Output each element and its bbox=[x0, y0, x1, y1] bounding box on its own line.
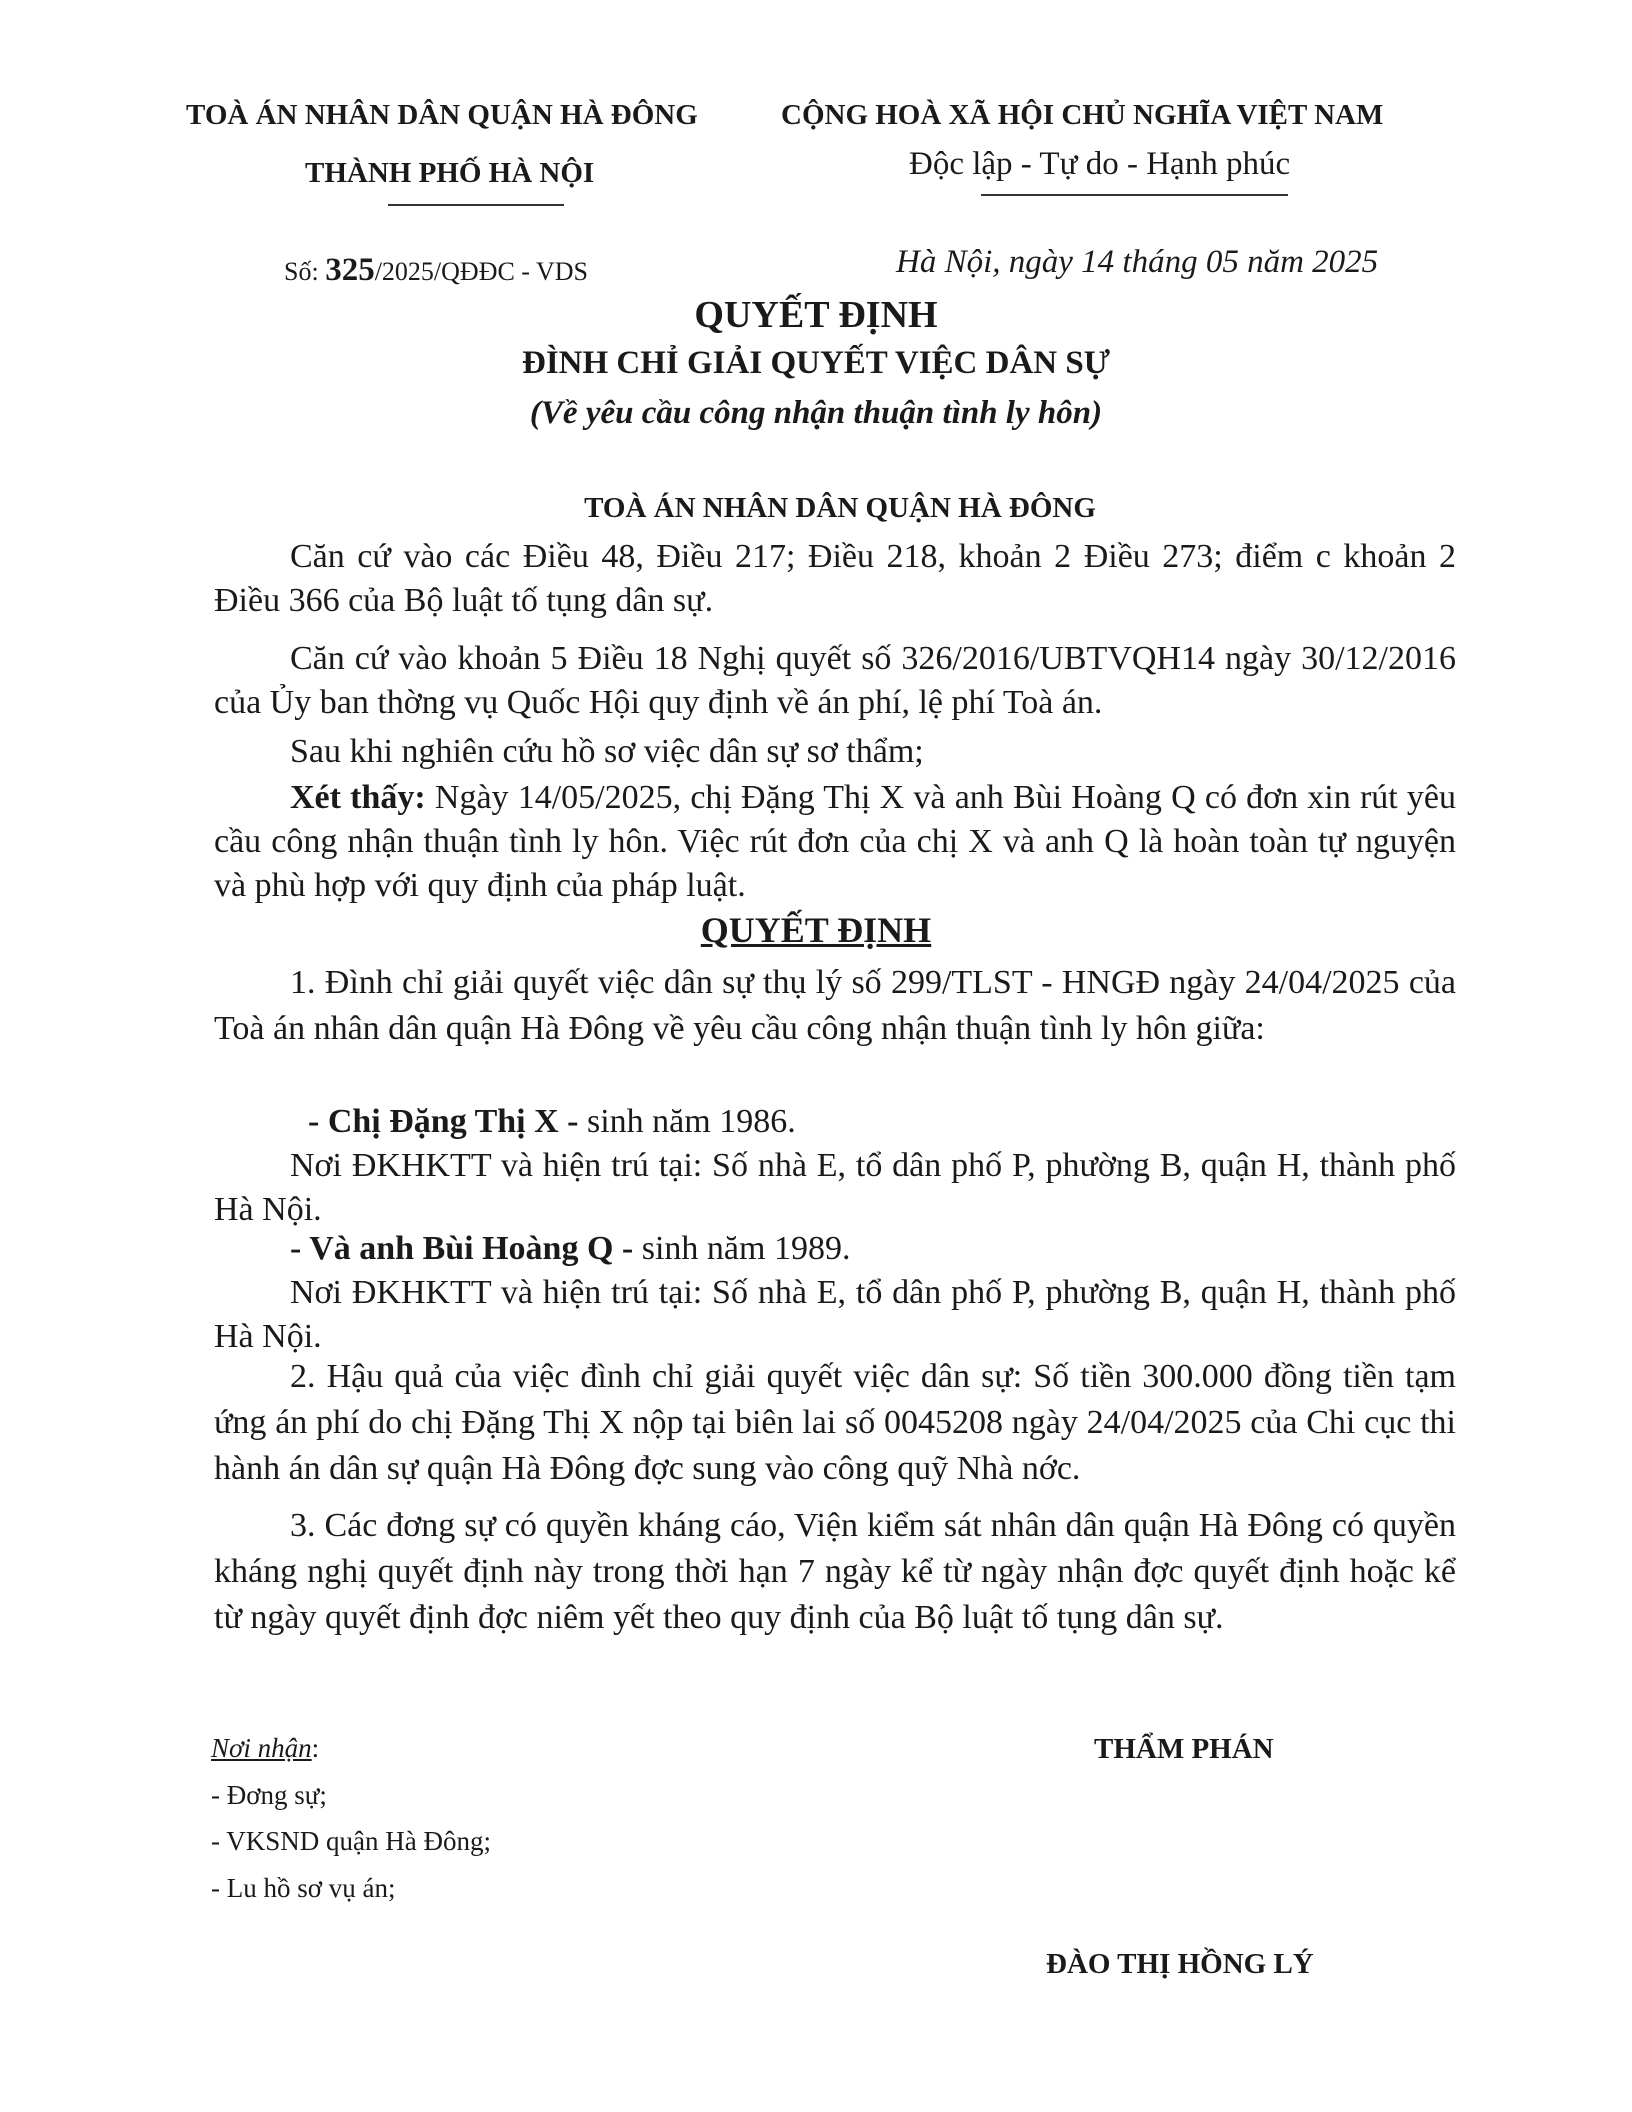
recipient-item: - Lu hồ sơ vụ án; bbox=[211, 1873, 396, 1903]
party-2-birth: sinh năm 1989. bbox=[633, 1230, 851, 1267]
party-1-address: Nơi ĐKHKTT và hiện trú tại: Số nhà E, tổ dân phố P, phường B, quận H, thành phố Hà Nội. bbox=[214, 1147, 1456, 1228]
decision-item-1: 1. Đình chỉ giải quyết việc dân sự thụ lý số 299/TLST - HNGĐ ngày 24/04/2025 của Toà án nhân dân quận Hà Đông về yêu cầu công nhận thuận tình ly hôn giữa: bbox=[214, 964, 1456, 1047]
recipient-item: - Đơng sự; bbox=[211, 1780, 327, 1810]
court-underline bbox=[388, 204, 564, 206]
document-title: QUYẾT ĐỊNH bbox=[694, 294, 938, 336]
decision-heading: QUYẾT ĐỊNH bbox=[700, 910, 932, 950]
number-prefix: Số: bbox=[284, 257, 326, 286]
consideration-label: Xét thấy: bbox=[290, 779, 426, 816]
legal-basis-2: Căn cứ vào khoản 5 Điều 18 Nghị quyết số 326/2016/UBTVQH14 ngày 30/12/2016 của Ủy ban thờng vụ Quốc Hội quy định về án phí, lệ phí Toà án. bbox=[214, 640, 1456, 721]
national-motto: Độc lập - Tự do - Hạnh phúc bbox=[909, 146, 1291, 182]
legal-basis-1: Căn cứ vào các Điều 48, Điều 217; Điều 218, khoản 2 Điều 273; điểm c khoản 2 Điều 366 của Bộ luật tố tụng dân sự. bbox=[214, 538, 1456, 619]
court-heading: TOÀ ÁN NHÂN DÂN QUẬN HÀ ĐÔNG bbox=[584, 492, 1096, 524]
recipients-label: Nơi nhận bbox=[211, 1733, 312, 1763]
signer-title: THẨM PHÁN bbox=[1094, 1733, 1274, 1765]
recipient-item: - VKSND quận Hà Đông; bbox=[211, 1826, 491, 1856]
recipients-colon: : bbox=[311, 1733, 320, 1763]
recipients-heading bbox=[211, 1733, 319, 1764]
party-1-name: - Chị Đặng Thị X - bbox=[308, 1103, 579, 1140]
study-statement: Sau khi nghiên cứu hồ sơ việc dân sự sơ thẩm; bbox=[290, 733, 924, 770]
party-2-address: Nơi ĐKHKTT và hiện trú tại: Số nhà E, tổ dân phố P, phường B, quận H, thành phố Hà Nội. bbox=[214, 1274, 1456, 1355]
document-note: (Về yêu cầu công nhận thuận tình ly hôn) bbox=[529, 395, 1103, 431]
decision-item-3: 3. Các đơng sự có quyền kháng cáo, Viện kiểm sát nhân dân quận Hà Đông có quyền kháng nghị quyết định này trong thời hạn 7 ngày kể từ ngày nhận đợc quyết định hoặc kể từ ngày quyết định đợc niêm yết theo quy định của Bộ luật tố tụng dân sự. bbox=[214, 1507, 1456, 1636]
court-name-line1: TOÀ ÁN NHÂN DÂN QUẬN HÀ ĐÔNG bbox=[186, 99, 698, 131]
document-subtitle: ĐÌNH CHỈ GIẢI QUYẾT VIỆC DÂN SỰ bbox=[522, 345, 1110, 381]
party-2-name: - Và anh Bùi Hoàng Q - bbox=[290, 1230, 634, 1267]
party-1 bbox=[308, 1103, 796, 1141]
court-name-line2: THÀNH PHỐ HÀ NỘI bbox=[305, 157, 595, 189]
nation-name: CỘNG HOÀ XÃ HỘI CHỦ NGHĨA VIỆT NAM bbox=[781, 99, 1384, 131]
number-value: 325 bbox=[325, 252, 375, 288]
decision-item-2: 2. Hậu quả của việc đình chỉ giải quyết việc dân sự: Số tiền 300.000 đồng tiền tạm ứng án phí do chị Đặng Thị X nộp tại biên lai số 0045208 ngày 24/04/2025 của Chi cục thi hành án dân sự quận Hà Đông đợc sung vào công quỹ Nhà nớc. bbox=[214, 1358, 1456, 1487]
party-1-birth: sinh năm 1986. bbox=[578, 1103, 796, 1140]
motto-underline bbox=[981, 194, 1288, 196]
consideration bbox=[214, 776, 1456, 908]
party-2 bbox=[290, 1230, 850, 1268]
consideration-text: Ngày 14/05/2025, chị Đặng Thị X và anh Bùi Hoàng Q có đơn xin rút yêu cầu công nhận thuận tình ly hôn. Việc rút đơn của chị X và anh Q là hoàn toàn tự nguyện và phù hợp với quy định của pháp luật. bbox=[214, 779, 1456, 904]
place-date: Hà Nội, ngày 14 tháng 05 năm 2025 bbox=[896, 244, 1379, 280]
signer-name: ĐÀO THỊ HỒNG LÝ bbox=[1046, 1948, 1314, 1980]
number-suffix: /2025/QĐĐC - VDS bbox=[374, 257, 589, 286]
document-number bbox=[284, 252, 588, 289]
